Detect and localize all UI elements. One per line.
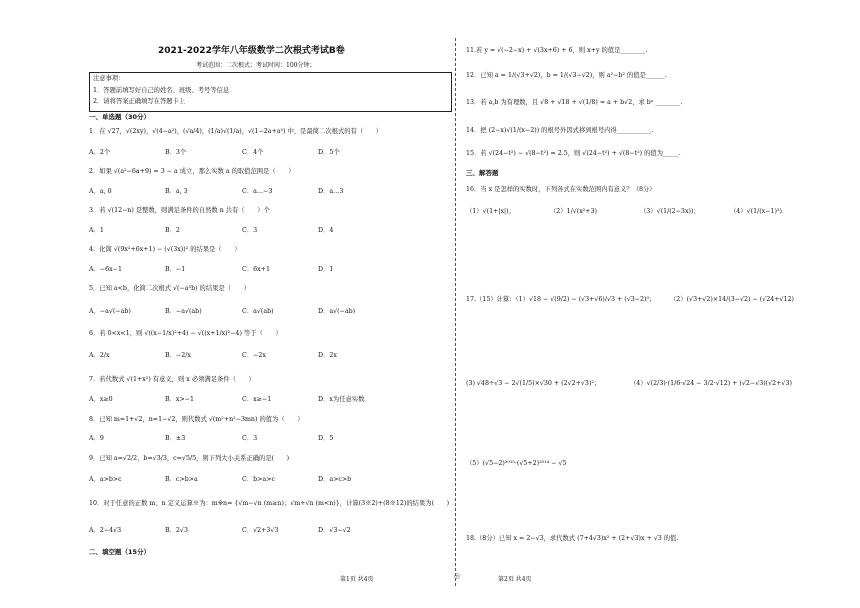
option: A．a, 0 [89, 188, 112, 195]
option: A．−6x−1 [89, 266, 122, 273]
page-number: 第2页 共4页 [498, 576, 532, 583]
option: D．5 [318, 435, 334, 442]
question-stem: 5．已知 a<b，化简二次根式 √(−a³b) 的结果是（ ） [89, 285, 250, 292]
option: A．9 [89, 435, 104, 442]
option: C．3 [242, 435, 258, 442]
question-stem: 16．当 x 是怎样的实数时，下列各式在实数范围内有意义？（8分） [466, 186, 656, 193]
option: C．4个 [242, 149, 264, 156]
option: B．±3 [165, 435, 186, 442]
notice-box [89, 72, 452, 112]
page-right [430, 0, 860, 608]
fill-question: 15．若 √(24−t²) − √(8−t²) = 2.5，则 √(24−t²) + √(8−t²) 的值为_____. [466, 150, 681, 157]
section-heading: 三、解答题 [466, 169, 499, 177]
question-stem: 2．如果 √(a²−6a+9) = 3 − a 成立，那么实数 a 的取值范围是（ ） [89, 168, 295, 175]
sub-question: (3) √48÷√3 − 2√(1/5)×√30 + (2√2+√3)²； [466, 380, 601, 387]
option: B．a, 3 [165, 188, 188, 195]
option: B．−a√(ab) [165, 308, 202, 315]
option: B．−1 [165, 266, 186, 273]
sub-question: （5）(√5−2)²⁰¹⁵·(√5+2)²⁰¹⁴ − √5 [466, 460, 567, 467]
option: D．4 [318, 227, 334, 234]
option: D．a…3 [318, 188, 344, 195]
option: B．−2/x [165, 352, 191, 359]
question-stem: 10．对于任意的正数 m、n 定义运算※为：m※n= {√m−√n (m≥n)；√m+√n (m<n)}，计算(3※2)+(8※12)的结果为( ) [89, 500, 450, 507]
option: A．1 [89, 227, 104, 234]
sub-question: （4）√(1/(x−1)²)． [730, 208, 789, 215]
option: D．a√(−ab) [318, 308, 356, 315]
sub-question: （3）√(1/(2−3x))； [640, 208, 700, 215]
question-stem: 17.（15）计算：（1）√18 − √(9/2) − (√3+√6)/√3 + (√3−2)⁰； [466, 296, 656, 303]
question-stem: 6．若 0<x<1，则 √((x−1/x)²+4) − √((x+1/x)²−4) 等于（ ） [89, 330, 282, 337]
option: D．2x [318, 352, 337, 359]
option: C．a√(ab) [242, 308, 274, 315]
option: B．x>−1 [165, 396, 195, 403]
fill-question: 11.若 y = √(−2−x) + √(3x+6) + 6，则 x+y 的值是________. [466, 47, 648, 54]
option: D．x为任意实数 [318, 396, 365, 403]
notice-item: 2．请将答案正确填写在答题卡上 [93, 98, 186, 105]
option: C．6x+1 [242, 266, 270, 273]
notice-heading: 注意事项： [93, 75, 125, 82]
option: B．2√3 [165, 527, 188, 534]
binding-mark-icon: ◎ [454, 572, 461, 580]
page-number: 第1页 共4页 [340, 576, 374, 583]
option: A．a>b>c [89, 476, 122, 483]
option: C．a…−3 [242, 188, 273, 195]
question-stem: 18.（8分）已知 x = 2−√3，求代数式 (7+4√3)x² + (2+√3)x + √3 的值. [466, 535, 679, 542]
sub-question: （2）(√3+√2)×14/(3−√2) − (√24+√12) [670, 296, 794, 303]
exam-info: 考试范围：二次根式；考试时间：100分钟； [196, 62, 316, 69]
option: D．√3−√2 [318, 527, 351, 534]
option: B．3个 [165, 149, 187, 156]
option: C．x≥−1 [242, 396, 272, 403]
section-heading: 一、单选题（30分） [89, 113, 151, 121]
option: A．−a√(−ab) [89, 308, 131, 315]
option: C．3 [242, 227, 258, 234]
option: C．b>a>c [242, 476, 275, 483]
option: B．c>b>a [165, 476, 198, 483]
question-stem: 4．化简 √(9x²+6x+1) − (√(3x))² 的结果是（ ） [89, 246, 241, 253]
option: D．a>c>b [318, 476, 352, 483]
option: B．2 [165, 227, 180, 234]
question-stem: 7．若代数式 √(1+x²) 有意义，则 x 必须满足条件（ ） [89, 376, 255, 383]
question-stem: 3．若 √(12−n) 是整数，则满足条件的自然数 n 共有（ ）个 [89, 207, 270, 214]
notice-item: 1．答题前填写好自己的姓名、班级、考号等信息 [93, 87, 230, 94]
question-stem: 9．已知 a=√2/2，b=√3/3，c=√5/5，则下列大小关系正确的是( ) [89, 455, 290, 462]
fill-question: 12．已知 a = 1/(√3+√2)，b = 1/(√3−√2)，则 a²−b² 的值是______. [466, 72, 667, 79]
option: A．2/x [89, 352, 110, 359]
sub-question: （4）√(2/3)·(1/6·√24 − 3/2·√12) + (√2−√3)(√2+√3) [630, 380, 792, 387]
option: D．5个 [318, 149, 340, 156]
section-heading: 二、填空题（15分） [89, 548, 151, 556]
page-title: 2021-2022学年八年级数学二次根式考试B卷 [158, 46, 345, 56]
question-stem: 8．已知 m=1+√2，n=1−√2，则代数式 √(m²+n²−3mn) 的值为（ ） [89, 416, 304, 423]
option: A．2个 [89, 149, 111, 156]
option: D．1 [318, 266, 334, 273]
option: A．2−4√3 [89, 527, 122, 534]
fill-question: 13．若 a,b 为有理数，且 √8 + √18 + √(1/8) = a + b√2，求 bᵃ ________. [466, 99, 683, 106]
option: C．−2x [242, 352, 266, 359]
sub-question: （1）√(1+|x|)； [466, 208, 515, 215]
option: C．√2+3√3 [242, 527, 279, 534]
option: A．x≥0 [89, 396, 113, 403]
fill-question: 14．把 (2−x)√(1/(x−2)) 的根号外因式移到根号内得___________. [466, 127, 654, 134]
sub-question: （2）1/√(x²+3) [550, 208, 598, 215]
question-stem: 1．在 √27，√(2xy)，√(4−a²)，(√a/4)，(1/a)√(1/a)，√(1−2a+a²) 中，是最简二次根式的有（ ） [89, 128, 383, 135]
